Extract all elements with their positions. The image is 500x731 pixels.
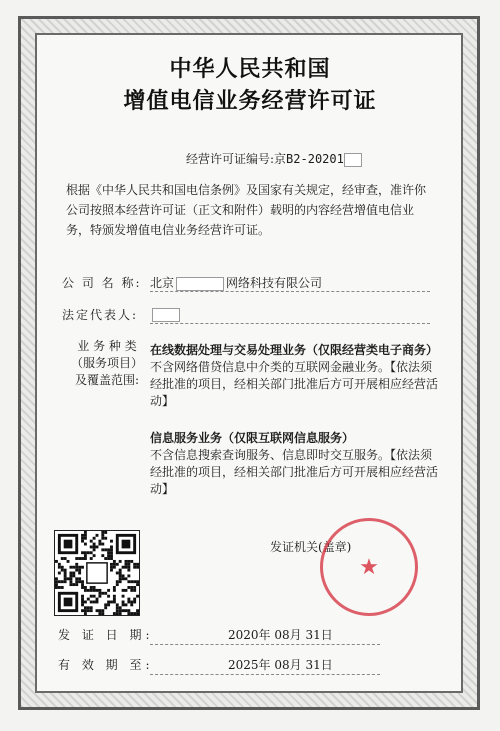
scope-item-1-head: 在线数据处理与交易处理业务（仅限经营类电子商务） xyxy=(150,343,439,357)
company-name-value xyxy=(150,274,322,291)
qr-center-logo xyxy=(87,563,107,583)
redaction-box xyxy=(152,308,180,322)
scope-label-line2: （服务项目） xyxy=(70,356,143,370)
scope-label xyxy=(62,338,152,389)
certificate-title-line1: 中华人民共和国 xyxy=(169,56,331,82)
license-number-label: 经营许可证编号: xyxy=(186,152,275,166)
license-number-value: 京B2-20201 xyxy=(274,152,344,166)
scope-item-2-body: 不含信息搜索查询服务、信息即时交互服务。【依法须经批准的项目，经相关部门批准后方可开展相应经营活动】 xyxy=(150,448,439,496)
issuer-label: 发证机关(盖章) xyxy=(270,540,352,554)
scope-item-2 xyxy=(150,430,440,498)
preamble-text: 根据《中华人民共和国电信条例》及国家有关规定，经审查，准许你公司按照本经营许可证（正文和附件）载明的内容经营增值电信业务，特颁发增值电信业务经营许可证。 xyxy=(66,183,427,237)
seal-star-icon: ★ xyxy=(359,554,379,580)
company-name-underline xyxy=(150,291,430,292)
scope-item-1 xyxy=(150,342,440,410)
issue-date-value: 2020年 08月 31日 xyxy=(228,628,333,642)
company-name-label: 公 司 名 称: xyxy=(62,276,142,290)
certificate-title-line2: 增值电信业务经营许可证 xyxy=(123,88,377,114)
company-name-prefix: 北京 xyxy=(150,276,175,290)
legal-rep-label: 法定代表人: xyxy=(62,308,139,322)
official-seal xyxy=(320,518,418,616)
redaction-box xyxy=(344,153,362,167)
valid-until-label: 有 效 期 至: xyxy=(58,658,154,672)
scope-label-line3: 及覆盖范围: xyxy=(74,373,140,387)
legal-rep-underline xyxy=(150,323,430,324)
scope-item-1-body: 不含网络借贷信息中介类的互联网金融业务。【依法须经批准的项目，经相关部门批准后方可开展相应经营活动】 xyxy=(150,360,439,408)
license-number xyxy=(186,150,362,167)
scope-item-2-head: 信息服务业务（仅限互联网信息服务） xyxy=(150,431,355,445)
valid-until-value: 2025年 08月 31日 xyxy=(228,658,333,672)
valid-until-underline xyxy=(150,674,380,675)
qr-code xyxy=(54,530,140,616)
company-name-suffix: 网络科技有限公司 xyxy=(226,276,323,290)
redaction-box xyxy=(176,277,224,291)
scope-label-line1: 业 务 种 类 xyxy=(77,339,137,353)
issue-date-underline xyxy=(150,644,380,645)
issue-date-label: 发 证 日 期: xyxy=(58,628,154,642)
